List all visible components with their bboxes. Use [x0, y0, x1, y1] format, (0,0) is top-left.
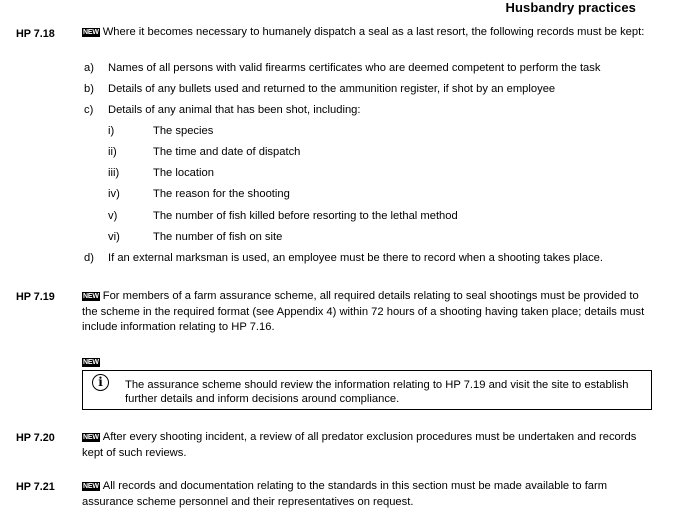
hp-7-21-text-block: [82, 479, 654, 510]
list-text: If an external marksman is used, an employee must be there to record when a shooting takes place.: [108, 252, 604, 264]
sub-list-number: vi): [108, 231, 120, 243]
new-badge: NEW: [83, 293, 99, 300]
list-letter: d): [84, 252, 94, 264]
section-code-hp-7-21: HP 7.21: [16, 481, 55, 493]
sub-list-text: The location: [153, 167, 214, 179]
hp-7-21-text: All records and documentation relating to the standards in this section must be made available to farm assurance scheme personnel and their representatives on request.: [82, 480, 608, 508]
hp-7-19-text-block: [82, 289, 654, 336]
note-new-tag: [82, 358, 103, 367]
sub-list-number: ii): [108, 146, 117, 158]
hp-7-18-intro: [82, 25, 654, 41]
page-header: Husbandry practices: [505, 0, 636, 15]
list-letter: a): [84, 62, 94, 74]
list-text: Details of any animal that has been shot, including:: [108, 104, 361, 116]
sub-list-number: v): [108, 210, 118, 222]
hp-7-20-text: After every shooting incident, a review of all predator exclusion procedures must be undertaken and records kept of such reviews.: [82, 431, 637, 459]
sub-list-number: i): [108, 125, 115, 137]
sub-list-text: The reason for the shooting: [153, 188, 290, 200]
sub-list-text: The species: [153, 125, 214, 137]
guidance-note-text: The assurance scheme should review the information relating to HP 7.19 and visit the site to establish further details and inform decisions around compliance.: [125, 379, 629, 405]
section-code-hp-7-19: HP 7.19: [16, 291, 55, 303]
hp-7-18-intro-text: Where it becomes necessary to humanely dispatch a seal as a last resort, the following records must be kept:: [102, 26, 645, 38]
new-badge: NEW: [83, 29, 99, 36]
sub-list-number: iii): [108, 167, 120, 179]
hp-7-20-text-block: [82, 430, 654, 461]
sub-list-text: The number of fish on site: [153, 231, 283, 243]
new-badge: NEW: [83, 359, 99, 366]
sub-list-text: The number of fish killed before resorting to the lethal method: [153, 210, 458, 222]
new-badge: NEW: [83, 483, 99, 490]
list-letter: b): [84, 83, 94, 95]
list-text: Details of any bullets used and returned to the ammunition register, if shot by an employee: [108, 83, 556, 95]
section-code-hp-7-20: HP 7.20: [16, 432, 55, 444]
hp-7-19-text: For members of a farm assurance scheme, all required details relating to seal shootings must be provided to the scheme in the required format (see Appendix 4) within 72 hours of a shooting having taken place; details must include information relating to HP 7.16.: [82, 290, 645, 333]
list-text: Names of all persons with valid firearms certificates who are deemed competent to perform the task: [108, 62, 601, 74]
sub-list-number: iv): [108, 188, 120, 200]
new-badge: NEW: [83, 434, 99, 441]
guidance-note-box: [82, 370, 652, 410]
sub-list-text: The time and date of dispatch: [153, 146, 301, 158]
section-code-hp-7-18: HP 7.18: [16, 28, 55, 40]
info-icon: i: [92, 374, 109, 391]
list-letter: c): [84, 104, 94, 116]
